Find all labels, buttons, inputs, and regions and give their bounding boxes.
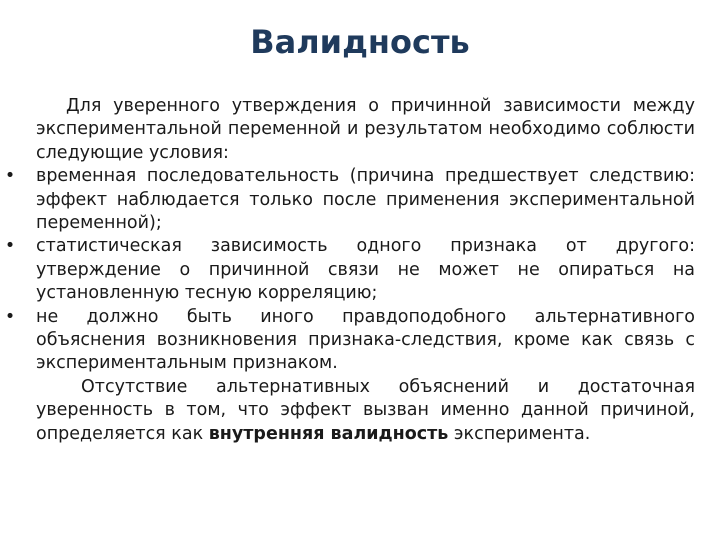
intro-paragraph: Для уверенного утверждения о причинной зависимости между экспериментальной переменной и результатом необходимо соблюсти следующие условия: xyxy=(36,96,695,163)
list-item-text: статистическая зависимость одного признака от другого: утверждение о причинной связи не может не опираться на установленную тесную корреляцию; xyxy=(36,236,695,304)
list-item xyxy=(4,235,695,305)
slide-body xyxy=(4,95,695,446)
conclusion-paragraph xyxy=(36,376,695,446)
list-item-text: не должно быть иного правдоподобного альтернативного объяснения возникновения признака-следствия, кроме как связь с экспериментальным признаком. xyxy=(36,306,695,374)
list-item xyxy=(4,165,695,235)
conditions-list xyxy=(4,165,695,376)
conclusion-text: Отсутствие альтернативных объяснений и достаточная уверенность в том, что эффект вызван именно данной причиной, определяется как xyxy=(36,376,695,444)
bullet-icon: • xyxy=(4,236,16,257)
list-item-text: временная последовательность (причина предшествует следствию: эффект наблюдается только после применения экспериментальной переменной); xyxy=(36,166,695,234)
key-term: внутренняя валидность xyxy=(208,423,449,444)
bullet-icon: • xyxy=(4,306,16,327)
slide-title: Валидность xyxy=(250,23,470,61)
list-item xyxy=(4,306,695,376)
bullet-icon: • xyxy=(4,166,16,187)
conclusion-ending: эксперимента. xyxy=(448,423,591,444)
